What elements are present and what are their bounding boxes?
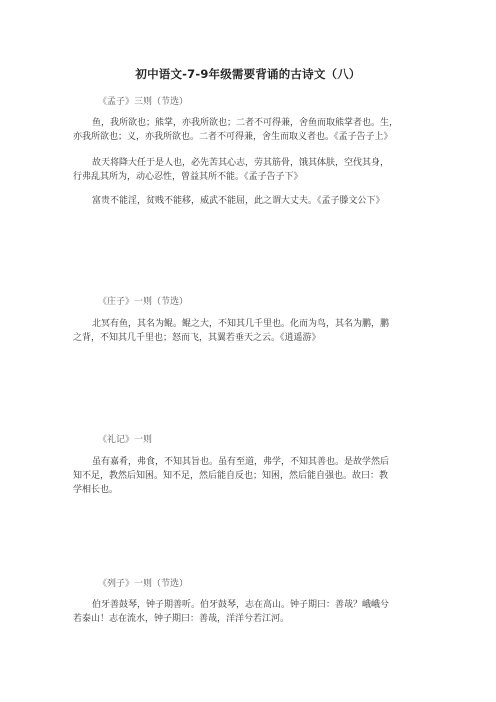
document-title: 初中语文-7-9年级需要背诵的古诗文（八） — [135, 67, 361, 81]
paragraph-line: 故天将降大任于是人也，必先苦其心志，劳其筋骨，饿其体肤，空伐其身， — [92, 158, 390, 168]
paragraph-line: 若泰山！志在流水，钟子期曰：善哉，洋洋兮若江河。 — [73, 614, 290, 624]
paragraph-zhuangzi-xiaoyaoyou — [73, 317, 425, 345]
paragraph-mengzi-great-man — [73, 194, 425, 208]
section-heading-liezi: 《列子》一则（节选） — [98, 579, 189, 589]
paragraph-liezi-boya — [73, 598, 425, 626]
paragraph-line: 北冥有鱼，其名为鲲。鲲之大，不知其几千里也。化而为鸟，其名为鹏，鹏 — [92, 319, 390, 329]
paragraph-line: 虽有嘉肴，弗食，不知其旨也。虽有至道，弗学，不知其善也。是故学然后 — [92, 457, 390, 467]
paragraph-liji-teaching-learning — [73, 455, 425, 497]
paragraph-mengzi-fish-bear-paw — [73, 116, 425, 144]
paragraph-line: 之背，不知其几千里也；怒而飞，其翼若垂天之云。《逍遥游》 — [73, 333, 321, 343]
paragraph-line: 行弗乱其所为，动心忍性，曾益其所不能。《孟子告子下》 — [73, 172, 303, 182]
paragraph-line: 亦我所欲也；义，亦我所欲也。二者不可得兼，舍生而取义者也。《孟子告子上》 — [73, 132, 393, 142]
paragraph-mengzi-great-responsibility — [73, 156, 425, 184]
paragraph-line: 知不足，教然后知困。知不足，然后能自反也；知困，然后能自强也。故曰：教 — [73, 471, 389, 481]
section-heading-zhuangzi: 《庄子》一则（节选） — [98, 297, 189, 307]
section-heading-mengzi: 《孟子》三则（节选） — [98, 97, 189, 107]
paragraph-line: 学相长也。 — [73, 485, 119, 495]
paragraph-line: 富贵不能淫，贫贱不能移，威武不能屈，此之谓大丈夫。《孟子滕文公下》 — [92, 196, 385, 206]
section-heading-liji: 《礼记》一则 — [98, 435, 153, 445]
paragraph-line: 伯牙善鼓琴，钟子期善听。伯牙鼓琴，志在高山。钟子期曰：善哉？峨峨兮 — [92, 600, 390, 610]
paragraph-line: 鱼，我所欲也；熊掌，亦我所欲也；二者不可得兼，舍鱼而取熊掌者也。生， — [92, 118, 399, 128]
